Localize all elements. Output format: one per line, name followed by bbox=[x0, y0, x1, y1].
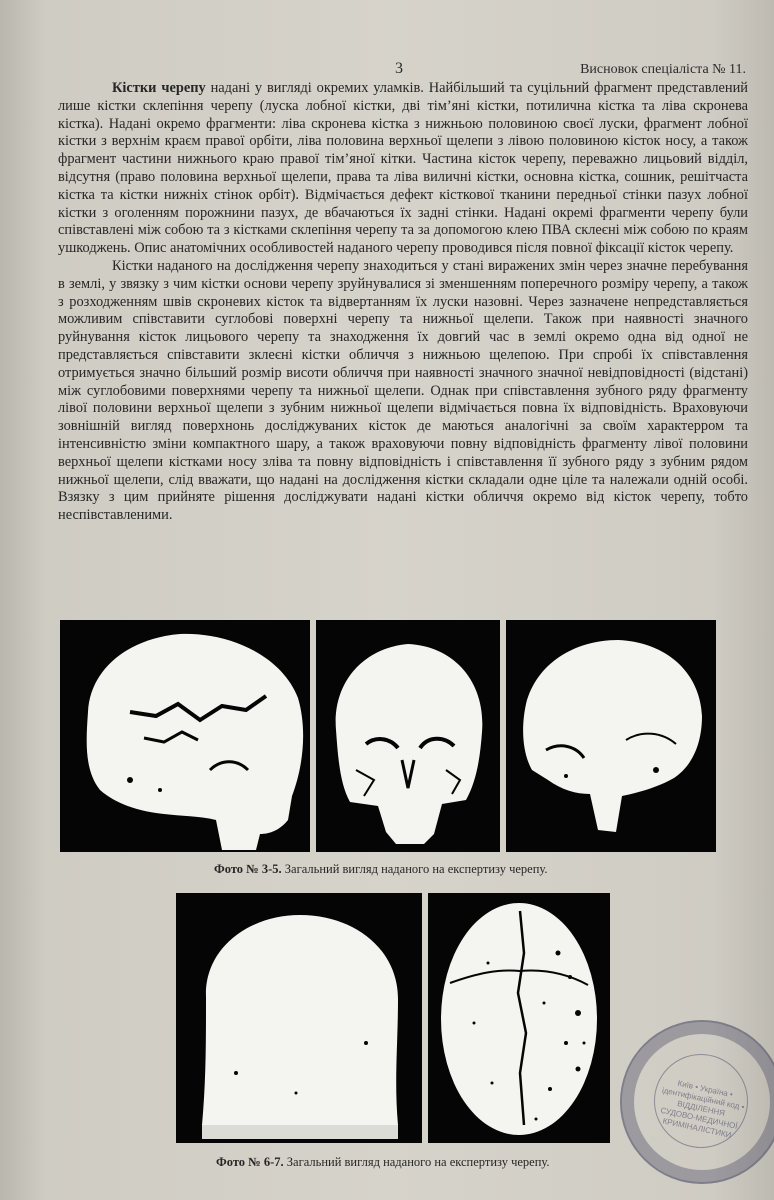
caption-photos-6-7-number: Фото № 6-7. bbox=[216, 1155, 284, 1169]
caption-photos-3-5 bbox=[214, 862, 548, 877]
photo-skull-frontal bbox=[316, 620, 500, 852]
caption-photos-6-7 bbox=[216, 1155, 550, 1170]
caption-photos-6-7-text: Загальний вигляд наданого на експертизу черепу. bbox=[283, 1155, 550, 1169]
body-text bbox=[58, 80, 748, 525]
document-title: Висновок спеціаліста № 11. bbox=[580, 62, 746, 77]
photo-skull-posterior bbox=[176, 893, 422, 1143]
paragraph-lead-bold: Кістки черепу bbox=[112, 80, 206, 96]
caption-photos-3-5-number: Фото № 3-5. bbox=[214, 862, 282, 876]
photo-skull-superior bbox=[428, 893, 610, 1143]
caption-photos-3-5-text: Загальний вигляд наданого на експертизу черепу. bbox=[281, 862, 548, 876]
official-stamp bbox=[620, 1020, 774, 1184]
page-number: 3 bbox=[395, 60, 403, 77]
page-header bbox=[0, 60, 774, 80]
paragraph-skull-bones bbox=[58, 80, 748, 258]
photo-skull-lateral-right bbox=[506, 620, 716, 852]
paragraph-1-text: надані у вигляді окремих уламків. Найбільший та суцільний фрагмент представлений лише кістки склепіння черепу (луска лобної кістки, дві тім’яні кістки, потилична кістка та ліва скронева кістка). Надані окремо фрагменти: ліва скронева кістка з нижньою половиною своєї луски, фрагмент лобної кістки з верхнім краєм правої орбіти, ліва половина верхньої щелепи з лівою половиною кісток носу, а також фрагмент частини нижнього краю правої тім’яної кітки. Частина кісток черепу, переважно лицьовий відділ, відсутня (право половина верхньої щелепи, права та ліва виличні кістки, основна кістка, сошник, решітчаста кістка та кістки нижніх стінок орбіт). Відмічається дефект кісткової тканини передньої стінки пазух лобної кістки з оголенням порожнини пазух, де вбачаються їх задні стінки. Надані окремі фрагменти черепу були співставлені між собою та з кістками склепіння черепу та за допомогою клею ПВА склеєні між собою по краям ушкоджень. Опис анатомічних особливостей наданого черепу проводився після повної фіксації кісток черепу. bbox=[58, 80, 748, 257]
photo-skull-lateral-left bbox=[60, 620, 310, 852]
stamp-text: Київ • Україна • ідентифікаційний код • ВІДДІЛЕННЯ СУДОВО-МЕДИЧНОЇ КРИМІНАЛІСТИКИ bbox=[659, 1078, 746, 1140]
paragraph-condition: Кістки наданого на дослідження черепу знаходиться у стані виражених змін через значне перебування в землі, у звязку з чим кістки основи черепу зруйнувалися зі зменшенням поперечного розміру черепу, а також з розходженням швів скроневих кісток та відвертанням їх луски назовні. Через зазначене непредставляється можливим співставити суглобові поверхні черепу та нижньої щелепи. Також при наявності значного руйнування кісток лицьового черепу та знаходження їх довгий час в землі окремо одна від одної не представляється співставити зклеєні кістки обличчя з нижньою щелепою. При спробі їх співставлення отримується значно більший розмір висоти обличчя при наявності значного значної невідповідності (відстані) між суглобовими поверхнями черепу та нижньої щелепи. Однак при співставлення зубного ряду фрагменту лівої половини верхньої щелепи з зубним нижньої щелепи відмічається повна їх відповідність. Враховуючи зовнішній вигляд поверхнонь досліджуваних кісток де маються аналогічні за своїм характерром та інтенсивністю зміни компактного шару, а також враховуючи повну відповідність фрагменту лівої половини верхньої щелепи кістками носу зліва та повну відповідність і співставлення її зубного ряду з зубним рядом нижньої щелепи, слід вважати, що надані на дослідження кістки складали одне ціле та належали одній особі. Взязку з цим прийняте рішення досліджувати надані кістки обличчя окремо від кісток черепу, тобто неспівставленими. bbox=[58, 257, 748, 524]
